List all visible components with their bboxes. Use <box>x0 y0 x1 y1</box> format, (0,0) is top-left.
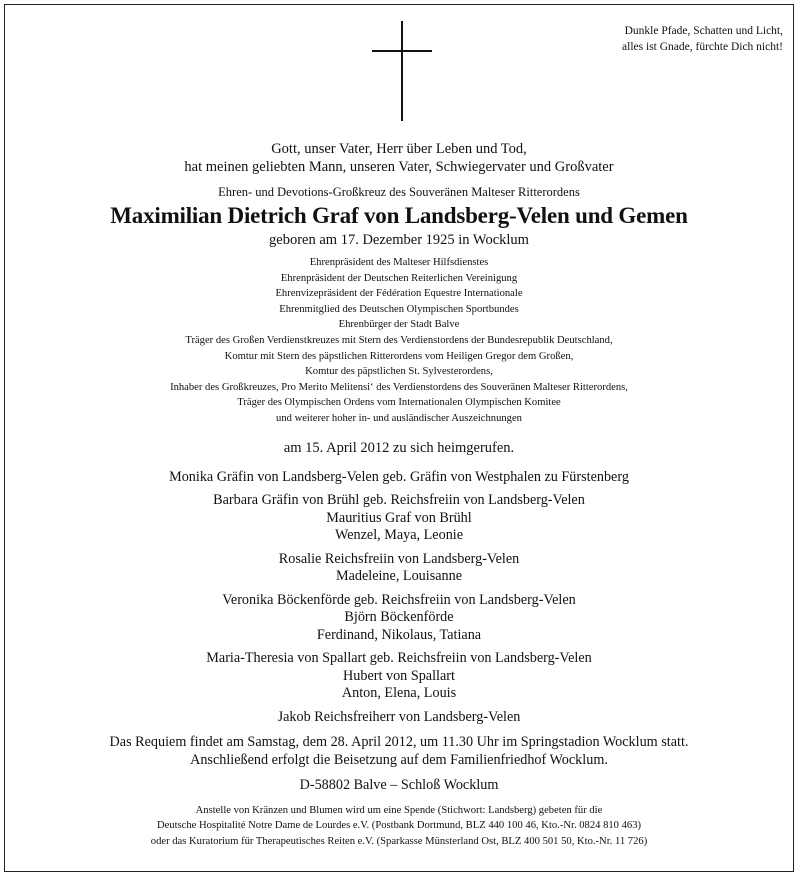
family-member: Wenzel, Maya, Leonie <box>334 527 464 544</box>
motto-line: Dunkle Pfade, Schatten und Licht, <box>624 25 783 37</box>
intro-line: Gott, unser Vater, Herr über Leben und Tod, <box>271 141 527 157</box>
family-member: Barbara Gräfin von Brühl geb. Reichsfreiin von Landsberg-Velen <box>213 492 585 509</box>
honors-list <box>5 255 793 427</box>
birth-line: geboren am 17. Dezember 1925 in Wocklum <box>269 232 529 248</box>
order-title: Ehren- und Devotions-Großkreuz des Souveränen Malteser Ritterordens <box>218 185 580 199</box>
honor-line: Ehrenpräsident der Deutschen Reiterlichen Vereinigung <box>280 272 518 284</box>
requiem-line: Das Requiem findet am Samstag, dem 28. April 2012, um 11.30 Uhr im Springstadion Wocklum statt. <box>109 734 689 751</box>
family-member: Jakob Reichsfreiherr von Landsberg-Velen <box>277 708 521 725</box>
family-member: Rosalie Reichsfreiin von Landsberg-Velen <box>278 550 520 567</box>
family-group <box>5 709 793 727</box>
requiem-line: Anschließend erfolgt die Beisetzung auf dem Familienfriedhof Wocklum. <box>190 751 608 768</box>
donation-line: oder das Kuratorium für Therapeutisches Reiten e.V. (Sparkasse Münsterland Ost, BLZ 400 501 50, Kto.-Nr. 11 726) <box>150 835 648 847</box>
intro-line: hat meinen geliebten Mann, unseren Vater, Schwiegervater und Großvater <box>184 159 614 175</box>
motto <box>622 23 783 55</box>
honor-line: Ehrenpräsident des Malteser Hilfsdienstes <box>309 257 489 268</box>
family-member: Ferdinand, Nikolaus, Tatiana <box>316 626 482 643</box>
family-member: Björn Böckenförde <box>344 609 454 626</box>
family-member: Mauritius Graf von Brühl <box>326 509 472 526</box>
family-group <box>5 492 793 545</box>
family-member: Madeleine, Louisanne <box>335 568 463 585</box>
honor-line: und weiterer hoher in- und ausländischer Auszeichnungen <box>276 412 522 424</box>
family-group <box>5 551 793 586</box>
family-member: Anton, Elena, Louis <box>341 685 457 702</box>
honor-line: Inhaber des Großkreuzes, Pro Merito Melitensi‘ des Verdienstordens des Souveränen Malteser Ritterordens, <box>170 381 628 393</box>
honor-line: Ehrenbürger der Stadt Balve <box>338 319 460 331</box>
death-line: am 15. April 2012 zu sich heimgerufen. <box>283 439 515 456</box>
donation-note <box>5 803 793 850</box>
honor-line: Ehrenvizepräsident der Fédération Equestre Internationale <box>275 288 523 300</box>
cross-icon <box>401 21 403 121</box>
cross-icon-bar <box>372 50 432 52</box>
honor-line: Träger des Großen Verdienstkreuzes mit Stern des Verdienstordens der Bundesrepublik Deutschland, <box>185 334 613 346</box>
deceased-name: Maximilian Dietrich Graf von Landsberg-Velen und Gemen <box>110 203 688 228</box>
family-group <box>5 469 793 487</box>
donation-line: Deutsche Hospitalité Notre Dame de Lourdes e.V. (Postbank Dortmund, BLZ 440 100 46, Kto.-Nr. 0824 810 463) <box>156 820 642 832</box>
honor-line: Träger des Olympischen Ordens vom Internationalen Olympischen Komitee <box>237 397 561 409</box>
motto-line: alles ist Gnade, fürchte Dich nicht! <box>622 41 783 53</box>
family-member: Hubert von Spallart <box>343 667 455 684</box>
family-member: Veronika Böckenförde geb. Reichsfreiin von Landsberg-Velen <box>222 591 576 608</box>
family-group <box>5 650 793 703</box>
donation-line: Anstelle von Kränzen und Blumen wird um eine Spende (Stichwort: Landsberg) gebeten für die <box>195 804 603 816</box>
notice-body <box>5 140 793 849</box>
address-line: D-58802 Balve – Schloß Wocklum <box>299 777 499 794</box>
family-group <box>5 592 793 645</box>
obituary-notice <box>4 4 794 872</box>
honor-line: Ehrenmitglied des Deutschen Olympischen Sportbundes <box>279 303 519 315</box>
honor-line: Komtur mit Stern des päpstlichen Ritterordens vom Heiligen Gregor dem Großen, <box>224 350 574 362</box>
family-member: Monika Gräfin von Landsberg-Velen geb. Gräfin von Westphalen zu Fürstenberg <box>169 468 629 485</box>
family-member: Maria-Theresia von Spallart geb. Reichsfreiin von Landsberg-Velen <box>206 650 592 667</box>
honor-line: Komtur des päpstlichen St. Sylvesterordens, <box>305 366 493 378</box>
